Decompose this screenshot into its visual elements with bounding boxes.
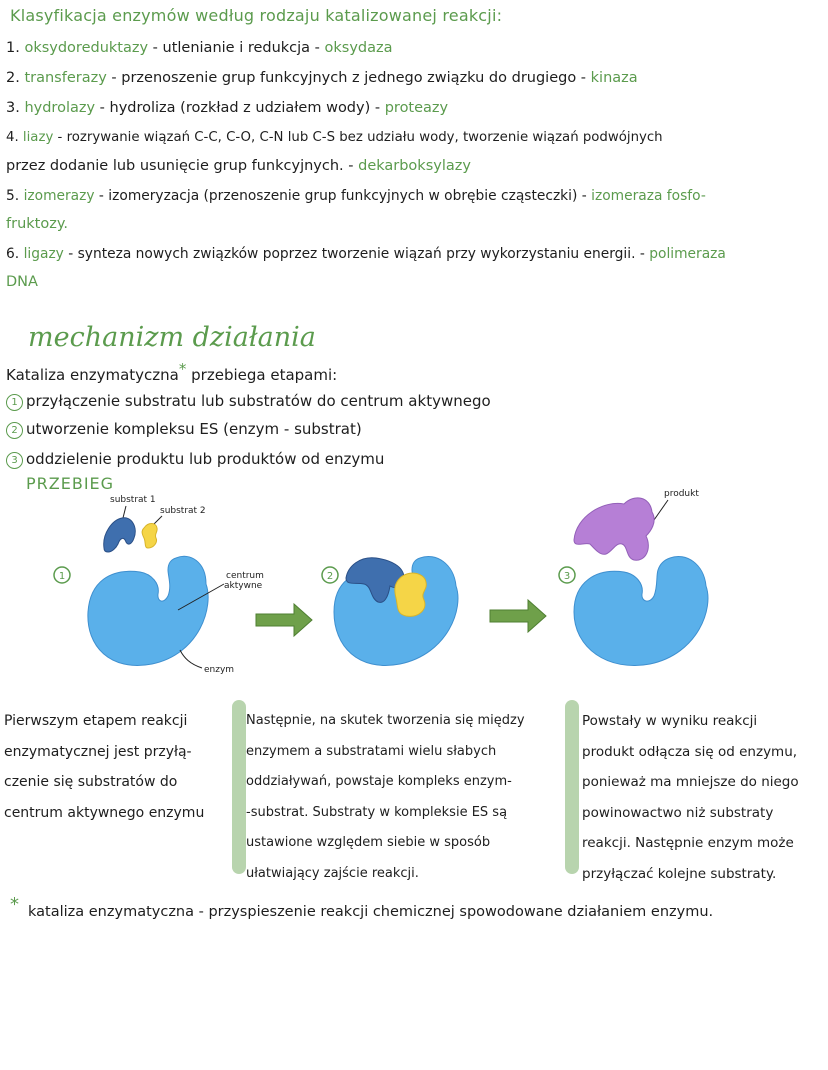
step-text: oddzielenie produktu lub produktów od enzymu bbox=[26, 450, 385, 468]
step-text: przyłączenie substratu lub substratów do centrum aktywnego bbox=[26, 392, 491, 410]
enzyme-shape-1 bbox=[88, 556, 208, 665]
class-description: synteza nowych związków poprzez tworzenie wiązań przy wykorzystaniu energii. bbox=[77, 246, 636, 262]
class-number: 2. bbox=[6, 70, 20, 86]
class-row-6-cont: DNA bbox=[6, 274, 38, 290]
section-title: mechanizm działania bbox=[28, 322, 316, 353]
class-row-3: 3. hydrolazy - hydroliza (rozkład z udziałem wody) - proteazy bbox=[6, 100, 449, 116]
description-stage-1 bbox=[4, 706, 232, 828]
leader-line bbox=[654, 500, 668, 520]
description-line: ustawione względem siebie w sposób bbox=[246, 835, 491, 850]
step-2 bbox=[6, 420, 362, 439]
label-enzym: enzym bbox=[204, 665, 235, 675]
description-line: czenie się substratów do bbox=[4, 774, 178, 790]
intro-text: Kataliza enzymatyczna bbox=[6, 366, 179, 384]
leader-line bbox=[180, 650, 202, 668]
step-number-badge: 1 bbox=[6, 394, 23, 411]
description-line: -substrat. Substraty w kompleksie ES są bbox=[246, 804, 508, 820]
description-line: przyłączać kolejne substraty. bbox=[582, 865, 777, 882]
step-number-badge: 3 bbox=[6, 452, 23, 469]
mechanism-intro bbox=[6, 360, 337, 384]
class-example: proteazy bbox=[384, 100, 449, 116]
description-line: powinowactwo niż substraty bbox=[582, 804, 774, 821]
substrate-1-shape bbox=[104, 518, 136, 552]
class-row-4-cont: przez dodanie lub usunięcie grup funkcyjnych. - dekarboksylazy bbox=[6, 158, 471, 174]
stage-number: 3 bbox=[563, 571, 571, 582]
intro-rest: przebiega etapami: bbox=[191, 366, 338, 384]
divider-bar bbox=[232, 700, 246, 874]
class-name: izomerazy bbox=[23, 188, 95, 204]
class-example: dekarboksylazy bbox=[358, 158, 471, 174]
class-example: kinaza bbox=[590, 70, 638, 86]
class-number: 4. bbox=[6, 130, 19, 145]
class-row-2: 2. transferazy - przenoszenie grup funkcyjnych z jednego związku do drugiego - kinaza bbox=[6, 70, 638, 86]
class-number: 5. bbox=[6, 188, 20, 204]
label-produkt: produkt bbox=[664, 489, 699, 499]
class-number: 6. bbox=[6, 246, 20, 262]
label-substrat2: substrat 2 bbox=[160, 506, 206, 516]
class-number: 1. bbox=[6, 40, 20, 56]
divider-bar bbox=[565, 700, 579, 874]
class-description-cont: przez dodanie lub usunięcie grup funkcyjnych. bbox=[6, 158, 344, 174]
leader-line bbox=[123, 506, 126, 518]
step-number-badge: 2 bbox=[6, 422, 23, 439]
class-row-6: 6. ligazy - synteza nowych związków poprzez tworzenie wiązań przy wykorzystaniu energii. - polimeraza bbox=[6, 246, 726, 262]
asterisk-mark: * bbox=[178, 360, 187, 378]
class-description: przenoszenie grup funkcyjnych z jednego związku do drugiego bbox=[121, 70, 577, 86]
class-row-5: 5. izomerazy - izomeryzacja (przenoszenie grup funkcyjnych w obrębie cząsteczki) - izomeraza fosfo- bbox=[6, 188, 706, 204]
enzyme-shape-3 bbox=[574, 556, 708, 665]
description-stage-3 bbox=[582, 706, 824, 889]
description-line: Pierwszym etapem reakcji bbox=[4, 713, 188, 729]
description-line: produkt odłącza się od enzymu, bbox=[582, 743, 798, 760]
class-name: hydrolazy bbox=[24, 100, 96, 116]
stage-1 bbox=[54, 495, 264, 675]
przebieg-label: PRZEBIEG bbox=[26, 474, 115, 493]
description-line: oddziaływań, powstaje kompleks enzym- bbox=[246, 774, 512, 789]
asterisk-mark: * bbox=[10, 894, 19, 915]
step-3 bbox=[6, 450, 384, 469]
class-row-1: 1. oksydoreduktazy - utlenianie i redukcja - oksydaza bbox=[6, 40, 393, 56]
class-example: oksydaza bbox=[324, 40, 393, 56]
stage-3 bbox=[559, 489, 708, 666]
description-line: reakcji. Następnie enzym może bbox=[582, 835, 794, 851]
label-aktywne: aktywne bbox=[224, 581, 263, 591]
arrow-2 bbox=[490, 600, 546, 632]
footnote-text: kataliza enzymatyczna - przyspieszenie reakcji chemicznej spowodowane działaniem enzymu. bbox=[28, 904, 714, 920]
footnote bbox=[10, 894, 714, 920]
stage-number: 2 bbox=[326, 571, 334, 582]
description-line: ponieważ ma mniejsze do niego bbox=[582, 774, 799, 790]
stage-2 bbox=[322, 556, 458, 665]
class-description: hydroliza (rozkład z udziałem wody) bbox=[109, 100, 371, 116]
class-description: utlenianie i redukcja bbox=[162, 40, 311, 56]
description-line: Następnie, na skutek tworzenia się między bbox=[246, 713, 525, 728]
class-number: 3. bbox=[6, 100, 20, 116]
class-name: liazy bbox=[22, 130, 54, 145]
substrate-2-bound bbox=[395, 573, 427, 616]
label-substrat1: substrat 1 bbox=[110, 495, 156, 505]
class-name: ligazy bbox=[23, 246, 64, 262]
class-name: oksydoreduktazy bbox=[24, 40, 149, 56]
class-row-4: 4. liazy - rozrywanie wiązań C-C, C-O, C-N lub C-S bez udziału wody, tworzenie wiązań podwójnych bbox=[6, 130, 663, 145]
label-centrum: centrum bbox=[226, 571, 264, 581]
step-text: utworzenie kompleksu ES (enzym - substrat) bbox=[26, 420, 362, 438]
class-example: polimeraza bbox=[649, 246, 726, 262]
enzyme-diagram bbox=[0, 486, 828, 686]
class-description: rozrywanie wiązań C-C, C-O, C-N lub C-S bez udziału wody, tworzenie wiązań podwójnych bbox=[66, 130, 663, 145]
description-line: enzymatycznej jest przyłą- bbox=[4, 743, 192, 760]
substrate-2-shape bbox=[142, 524, 157, 549]
description-line: enzymem a substratami wielu słabych bbox=[246, 743, 497, 759]
description-line: Powstały w wyniku reakcji bbox=[582, 713, 758, 729]
description-line: ułatwiający zajście reakcji. bbox=[246, 865, 419, 881]
step-1 bbox=[6, 392, 491, 411]
class-description: izomeryzacja (przenoszenie grup funkcyjnych w obrębie cząsteczki) bbox=[108, 188, 578, 204]
class-example: izomeraza fosfo- bbox=[591, 188, 706, 204]
arrow-1 bbox=[256, 604, 312, 636]
stage-number: 1 bbox=[58, 571, 66, 582]
description-line: centrum aktywnego enzymu bbox=[4, 804, 205, 821]
description-stage-2 bbox=[246, 706, 564, 889]
product-shape bbox=[574, 498, 654, 560]
class-row-5-cont: fruktozy. bbox=[6, 216, 68, 232]
class-name: transferazy bbox=[24, 70, 107, 86]
page-title: Klasyfikacja enzymów według rodzaju katalizowanej reakcji: bbox=[10, 6, 503, 25]
